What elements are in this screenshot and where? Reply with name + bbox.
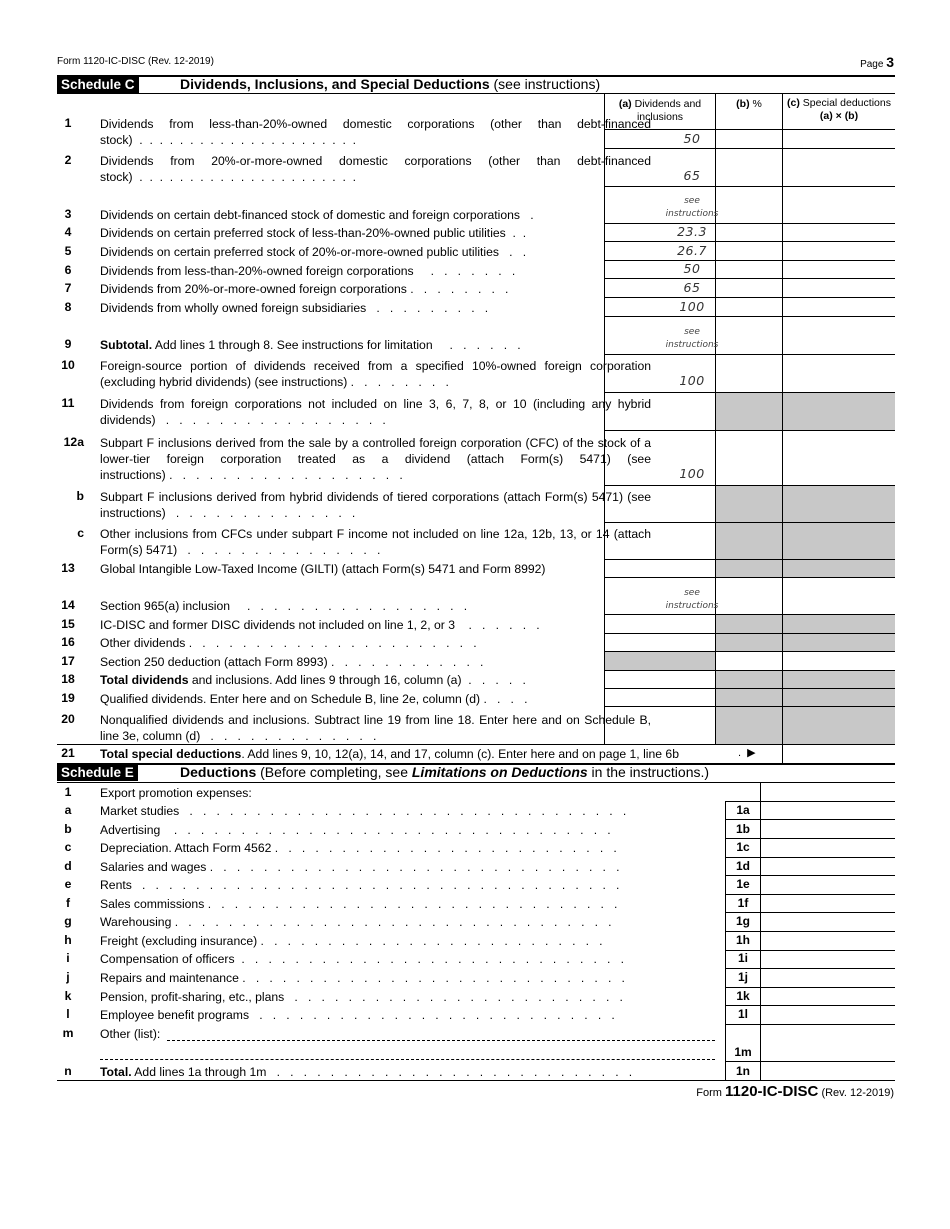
other-list-line-2[interactable] — [100, 1059, 715, 1060]
pct-line-10: 100 — [679, 373, 705, 388]
box-1m: 1m — [734, 1045, 752, 1059]
pct-line-6: 50 — [683, 261, 701, 276]
schedule-e-tag: Schedule E — [57, 764, 138, 781]
box-1l: 1l — [737, 1007, 748, 1021]
pct-line-1: 50 — [683, 131, 701, 146]
pct-line-4: 23.3 — [677, 224, 707, 239]
pct-line-8: 100 — [679, 299, 705, 314]
see-line-14: see instructions — [665, 588, 719, 611]
box-1h: 1h — [735, 933, 750, 947]
box-1k: 1k — [736, 989, 750, 1003]
other-list-line-1[interactable] — [167, 1040, 715, 1041]
box-1c: 1c — [736, 840, 750, 854]
box-1e: 1e — [736, 877, 750, 891]
pct-line-7: 65 — [683, 280, 701, 295]
col-c-header: (c) Special deductions (a) × (b) — [787, 97, 891, 122]
pct-line-12a: 100 — [679, 466, 705, 481]
see-line-9: see instructions — [665, 327, 719, 350]
box-1g: 1g — [735, 914, 750, 928]
col-a-header: (a) Dividends and inclusions — [618, 98, 702, 123]
page-number: Page 3 — [860, 54, 894, 70]
box-1b: 1b — [735, 822, 750, 836]
schedule-c-tag: Schedule C — [57, 76, 139, 93]
box-1f: 1f — [737, 896, 749, 910]
schedule-c-title: Dividends, Inclusions, and Special Deductions (see instructions) — [180, 76, 601, 92]
pct-line-2: 65 — [683, 168, 701, 183]
box-1n: 1n — [735, 1064, 750, 1078]
box-1a: 1a — [736, 803, 750, 817]
arrow-icon: . ▶ — [738, 747, 756, 759]
form-id: Form 1120-IC-DISC (Rev. 12-2019) — [57, 56, 214, 67]
schedule-e-title: Deductions (Before completing, see Limitations on Deductions in the instructions.) — [180, 764, 710, 780]
box-1d: 1d — [735, 859, 750, 873]
see-line-3: see instructions — [665, 196, 719, 219]
col-b-header: (b) % — [736, 98, 762, 110]
pct-line-5: 26.7 — [677, 243, 707, 258]
form-footer: Form 1120-IC-DISC (Rev. 12-2019) — [696, 1083, 894, 1100]
box-1i: 1i — [737, 951, 748, 965]
box-1j: 1j — [737, 970, 748, 984]
